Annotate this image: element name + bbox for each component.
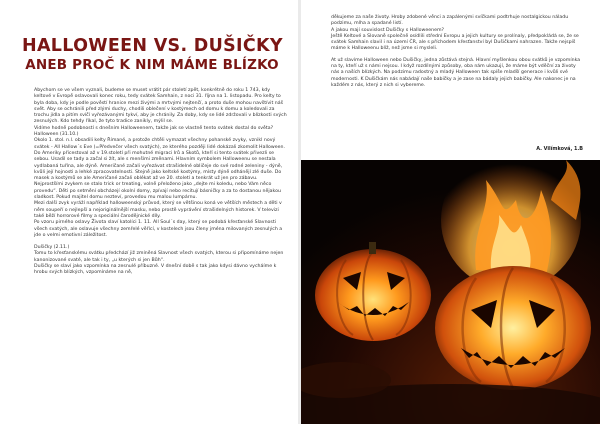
left-page: [0, 0, 298, 424]
section-heading-halloween: Halloween (31.10.): [34, 132, 79, 138]
paragraph: At už slavíme Halloween nebo Dušičky, jedna zůstává stejná. Hlavní myšlenkou obou svátků je vzpomínka na ty, kteří už s námi nejsou. I když rozdílnými způsoby, oba nám ukazují, že máme být vděční za životy nás a naších blízkých. Na podzimu radostný a mladý Halloween tak spíše mladší generace i kvůli své modernosti. K Dušičkám nás nabádají naše babičky a je zase na bádaly jejich babičky. Ale nakonec je na každém z nás, který z nich si vybereme.: [331, 57, 581, 88]
paragraph: Vidíme hodně podobností s dnešním Halloweenem, takže jak se vlastně tento svátek dostal do světa?: [34, 125, 274, 131]
paragraph: Dušičky se slaví jako vzpomínka na zesnulé příbuzné. V dnešní době s tak jako kdysi dávno vycháíme k hrobu svých blízkých, vzpomínáme na ně,: [34, 264, 277, 276]
right-body-text: [331, 15, 583, 89]
paragraph: Ještě Keltové a Slovaně společně osídlili střední Evropu a jejich kultury se prolínaly, předpokládá se, že se svátek Samhain slavil i na území ČR, ale s příchodem křesťanství byl Dušičkami nahrazen. Takže nejspíš máme k Halloweenu blíž, než jsme si mysleli.: [331, 33, 579, 52]
section-heading-dusicky: Dušičky (2.11.): [34, 245, 70, 251]
right-pumpkin: [435, 266, 591, 390]
article-title: HALLOWEEN VS. DUŠIČKY: [22, 36, 283, 56]
left-body-text: [34, 88, 288, 277]
paragraph: Po vzoru pirného oslavy Života slaví katolíci 1. 11. All Soul´s day, který se podobá křesťanské Slavnosti všech svatých, ale oslavuje všechny zemřelé věřící, v kostelech jsou členy jména milovaných zesnulých a jde o velmi emotivní záležitost.: [34, 220, 283, 238]
paragraph: Okolo 1. stol. n.l. obsadili kelty Římané, a protože chtěli vymazat všechny pohanské zvyky, vznikl nový svátek - All Hallow´s Eve (=Předvečer všech svatých), ze kterého později lidé dokázali zkomolit Halloween.: [34, 138, 285, 150]
article-subtitle: ANEB PROČ K NIM MÁME BLÍZKO: [25, 57, 279, 73]
paragraph: Abychom se ve všem vyznali, budeme se muset vrátit pár století zpět, konkrétně do roku 1 743, kdy keltové v Evropě oslavovali konec roku, tedy svátek Samhain, z noci 31. října na 1. listopadu. Pro kelty to byla doba, kdy je podle pověstí hranice mezi živými a mrtvými nejtenčí, a proto duše mohou navštívit náš svět. Aby se ochránili před zlými duchy, chodili oblečení v kostýmech od domu k domu a koledovali za trochu jídla a pitím svíčí vyřezávanými tykví, aby je chránily. Za doby, kdy se lidé zdržovali v blízkosti svých zesnulých. Kdo tehdy říkal, že tyto tradice zanikly, mýlil se.: [34, 88, 287, 125]
paragraph: Mezi další zvyk vyráží například halloweenský průvod, který se většinou koná ve větších městech a děti v něm soupeří o nejlepší a nejoriginálnější masku, nebo prostě vyprávění strašidelných historek. V televizi také běží horrorové filmy a speciální čarodějnické díly.: [34, 201, 282, 219]
paragraph: Tomu to křesťanskému svátku předchází již zmíněná Slavnost všech svatých, kterou si připomínáme nejen kanonizované svaté, ale tak i ty, „u kterých si jen Bůh“.: [34, 251, 284, 263]
paragraph: Nejprostšími zvykem se stalo trick or treating, volně přeloženo jako „dejte mi koledu, nebo Vám něco provedu“. Děti po setmění obcházejí okolní domy, zpívají nebo recitují básničky a za to dostanou nějakou sladkost. Pokud majitel domu nezteví, provedou mu malou lumpárnu.: [34, 182, 281, 201]
author-signature: A. Vilímková, 1.B: [536, 146, 583, 152]
paragraph: děkujeme za naše životy. Hroby zdobené věnci a zapálenými svíčkami podtrhuje nostalgickou náladu podzimu, mlha a spadané listí.: [331, 15, 569, 27]
paragraph: A jakou mají souvislost Dušičky s Halloweenem?: [331, 27, 445, 33]
paragraph: Do Ameriky přicestoval až v 19.století při mohutné migraci Irů a Skotů, kteří si tento svátek přivezli se sebou. Usadil se tady a začal si žít, ale s menšími změnami. Hlavním symbolem Halloweenu se nestala vydlabaná tuřína, ale dýně. Američané začali vyřezávat strašidelné obličeje do své rodné zeleniny - dýně, kvůli její hojnosti a lehké zpracovatelnosti. Stejně jako keltské kostýmy, místy dýně odhánějí zlé duše. Do masek a kostýmů se ale Američané začali oblékat až ve 20. století a tenkrát už jen pro zábavu.: [34, 150, 283, 182]
jack-o-lantern-photo: [301, 160, 600, 424]
